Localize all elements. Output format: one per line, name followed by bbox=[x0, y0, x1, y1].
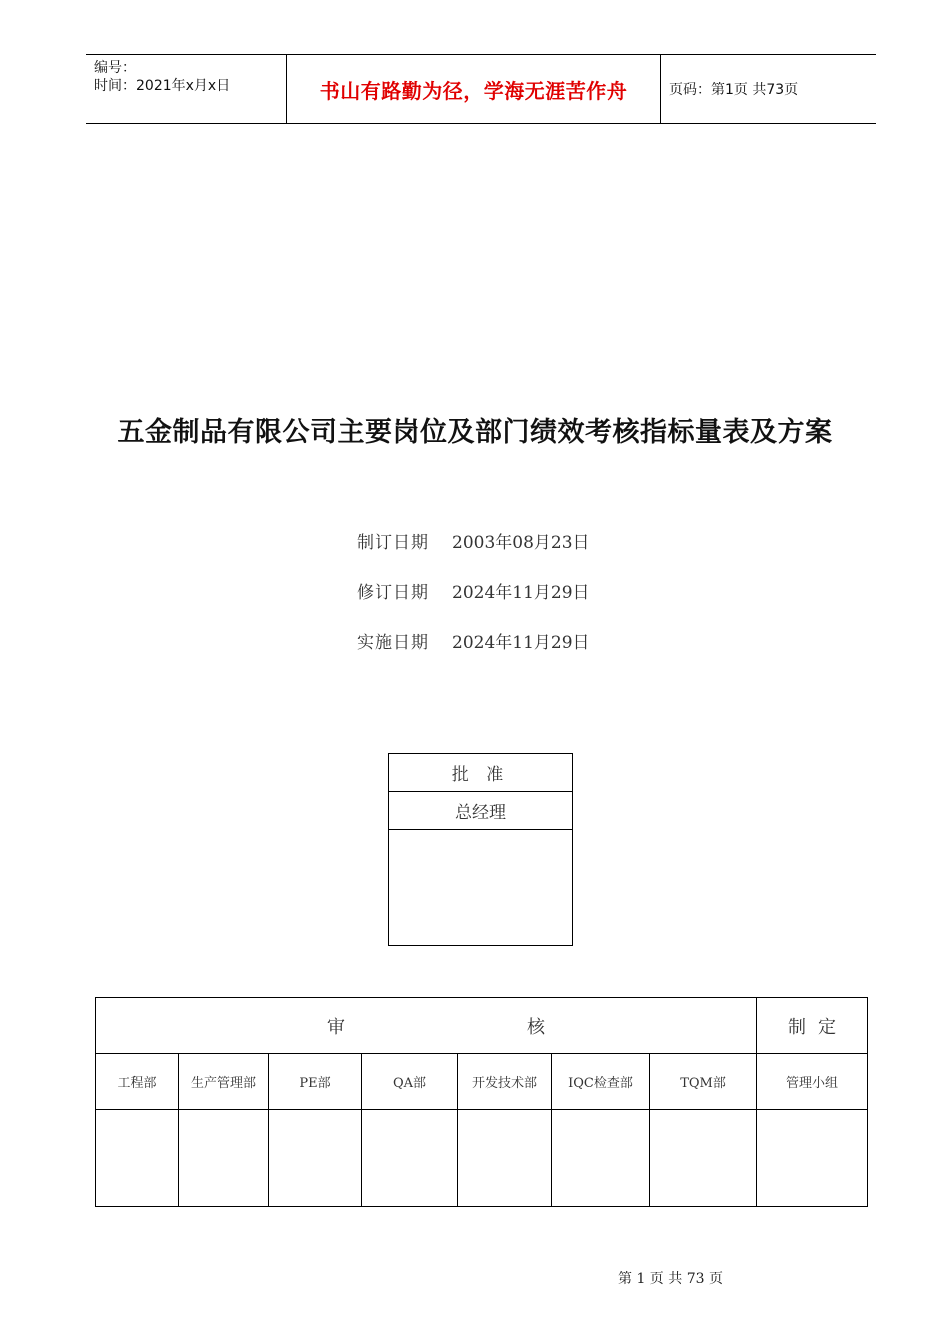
number-label: 编号： bbox=[94, 60, 136, 76]
approval-title: 批 准 bbox=[389, 754, 572, 792]
page-footer: 第 1 页 共 73 页 bbox=[618, 1271, 723, 1287]
review-shen-label: 审 bbox=[327, 1016, 345, 1038]
header-meta bbox=[86, 55, 287, 123]
date-label: 修订日期 bbox=[357, 583, 429, 603]
dept-cell: 工程部 bbox=[96, 1054, 179, 1110]
approval-role: 总经理 bbox=[389, 792, 572, 830]
date-row-draft bbox=[357, 530, 590, 580]
signature-cell bbox=[362, 1110, 458, 1207]
time-label: 时间：2021年x月x日 bbox=[94, 78, 231, 94]
review-he-label: 核 bbox=[527, 1016, 546, 1038]
date-row-revise bbox=[357, 580, 590, 630]
dept-cell: 开发技术部 bbox=[458, 1054, 552, 1110]
zhiding-label: 制定 bbox=[788, 1016, 849, 1038]
date-label: 实施日期 bbox=[357, 633, 429, 653]
signature-cell bbox=[269, 1110, 362, 1207]
header-motto: 书山有路勤为径，学海无涯苦作舟 bbox=[287, 55, 661, 123]
signature-cell bbox=[179, 1110, 269, 1207]
page-header bbox=[86, 54, 876, 124]
maker-cell: 管理小组 bbox=[757, 1054, 868, 1110]
signature-cell bbox=[96, 1110, 179, 1207]
document-title: 五金制品有限公司主要岗位及部门绩效考核指标量表及方案 bbox=[117, 417, 833, 448]
signature-cell bbox=[458, 1110, 552, 1207]
date-value: 2024年11月29日 bbox=[452, 583, 590, 603]
date-value: 2024年11月29日 bbox=[452, 633, 590, 653]
dept-cell: PE部 bbox=[269, 1054, 362, 1110]
date-value: 2003年08月23日 bbox=[452, 533, 590, 553]
signature-cell bbox=[650, 1110, 757, 1207]
zhiding-header bbox=[757, 998, 868, 1054]
date-row-effective bbox=[357, 630, 590, 680]
review-table bbox=[95, 997, 868, 1207]
date-list bbox=[357, 530, 590, 680]
review-header bbox=[96, 998, 757, 1054]
dept-cell: TQM部 bbox=[650, 1054, 757, 1110]
signature-cell bbox=[552, 1110, 650, 1207]
dept-cell: IQC检查部 bbox=[552, 1054, 650, 1110]
dept-cell: 生产管理部 bbox=[179, 1054, 269, 1110]
signature-cell bbox=[757, 1110, 868, 1207]
header-page-label: 页码：第1页 共73页 bbox=[669, 82, 799, 98]
approval-box bbox=[388, 753, 573, 946]
dept-cell: QA部 bbox=[362, 1054, 458, 1110]
date-label: 制订日期 bbox=[357, 533, 429, 553]
